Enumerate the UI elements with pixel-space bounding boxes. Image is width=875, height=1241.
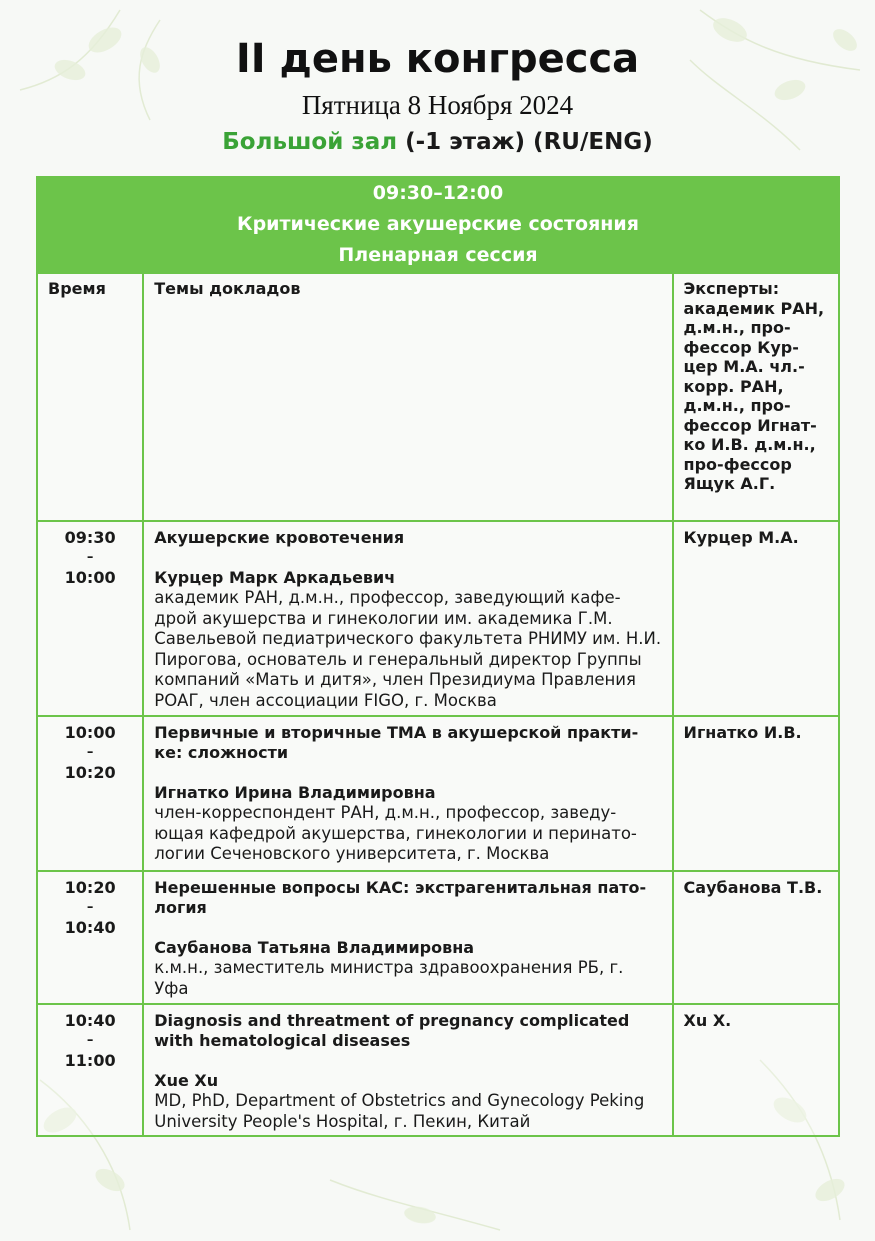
column-header-topics: Темы докладов (143, 273, 672, 521)
start-time: 10:20 (64, 878, 116, 897)
expert-cell: Xu X. (673, 1004, 839, 1136)
talk-title: Акушерские кровотечения (154, 528, 405, 547)
topic-cell (143, 1004, 672, 1136)
column-header-row (37, 273, 839, 521)
time-dash: – (86, 745, 94, 760)
session-title: Критические акушерские состояния (237, 213, 639, 235)
topic-cell (143, 871, 672, 1004)
hall-line (0, 126, 875, 158)
time-cell (37, 521, 143, 716)
talk-title: Diagnosis and threatment of pregnancy complicated with hematological diseases (154, 1011, 630, 1050)
topic-cell (143, 716, 672, 871)
end-time: 11:00 (64, 1051, 116, 1070)
end-time: 10:20 (64, 763, 116, 782)
hall-details: (-1 этаж) (RU/ENG) (397, 129, 653, 155)
speaker-name: Курцер Марк Аркадьевич (154, 568, 396, 587)
time-cell (37, 1004, 143, 1136)
time-cell (37, 871, 143, 1004)
column-header-time: Время (37, 273, 143, 521)
program-table (36, 176, 840, 1137)
speaker-affiliation: академик РАН, д.м.н., профессор, заведующий кафе-дрой акушерства и гинекологии им. академика Г.М. Савельевой педиатрического факультета РНИМУ им. Н.И. Пирогова, основатель и генеральный директор Группы компаний «Мать и дитя», член Президиума Правления РОАГ, член ассоциации FIGO, г. Москва (154, 588, 662, 710)
speaker-name: Саубанова Татьяна Владимировна (154, 938, 475, 957)
table-row (37, 716, 839, 871)
time-dash: – (86, 900, 94, 915)
column-header-experts: Эксперты: академик РАН, д.м.н., про-фессор Кур-цер М.А. чл.-корр. РАН, д.м.н., про-фессор Игнат-ко И.В. д.м.н., про-фессор Ящук А.Г. (673, 273, 839, 521)
start-time: 10:40 (64, 1011, 116, 1030)
speaker-name: Xue Xu (154, 1071, 219, 1090)
speaker-affiliation: к.м.н., заместитель министра здравоохранения РБ, г. Уфа (154, 958, 624, 998)
table-row (37, 521, 839, 716)
time-cell (37, 716, 143, 871)
session-type: Пленарная сессия (338, 244, 538, 266)
congress-date: Пятница 8 Ноября 2024 (301, 90, 574, 120)
expert-cell: Курцер М.А. (673, 521, 839, 716)
topic-cell (143, 521, 672, 716)
talk-title: Первичные и вторичные ТМА в акушерской практи-ке: сложности (154, 723, 639, 762)
speaker-affiliation: член-корреспондент РАН, д.м.н., профессор, заведу-ющая кафедрой акушерства, гинекологии и перинато-логии Сеченовского университета, г. Москва (154, 803, 637, 863)
page-header (0, 30, 875, 158)
table-row (37, 1004, 839, 1136)
hall-name: Большой зал (222, 129, 398, 155)
table-row (37, 871, 839, 1004)
session-header (37, 177, 839, 273)
speaker-affiliation: MD, PhD, Department of Obstetrics and Gynecology Peking University People's Hospital, г. Пекин, Китай (154, 1091, 645, 1131)
time-dash: – (86, 550, 94, 565)
expert-cell: Саубанова Т.В. (673, 871, 839, 1004)
end-time: 10:00 (64, 568, 116, 587)
end-time: 10:40 (64, 918, 116, 937)
start-time: 09:30 (64, 528, 116, 547)
time-dash: – (86, 1033, 94, 1048)
expert-cell: Игнатко И.В. (673, 716, 839, 871)
talk-title: Нерешенные вопросы КАС: экстрагенитальная пато-логия (154, 878, 647, 917)
speaker-name: Игнатко Ирина Владимировна (154, 783, 436, 802)
page-title: II день конгресса (235, 36, 640, 82)
start-time: 10:00 (64, 723, 116, 742)
session-time: 09:30–12:00 (372, 182, 504, 204)
